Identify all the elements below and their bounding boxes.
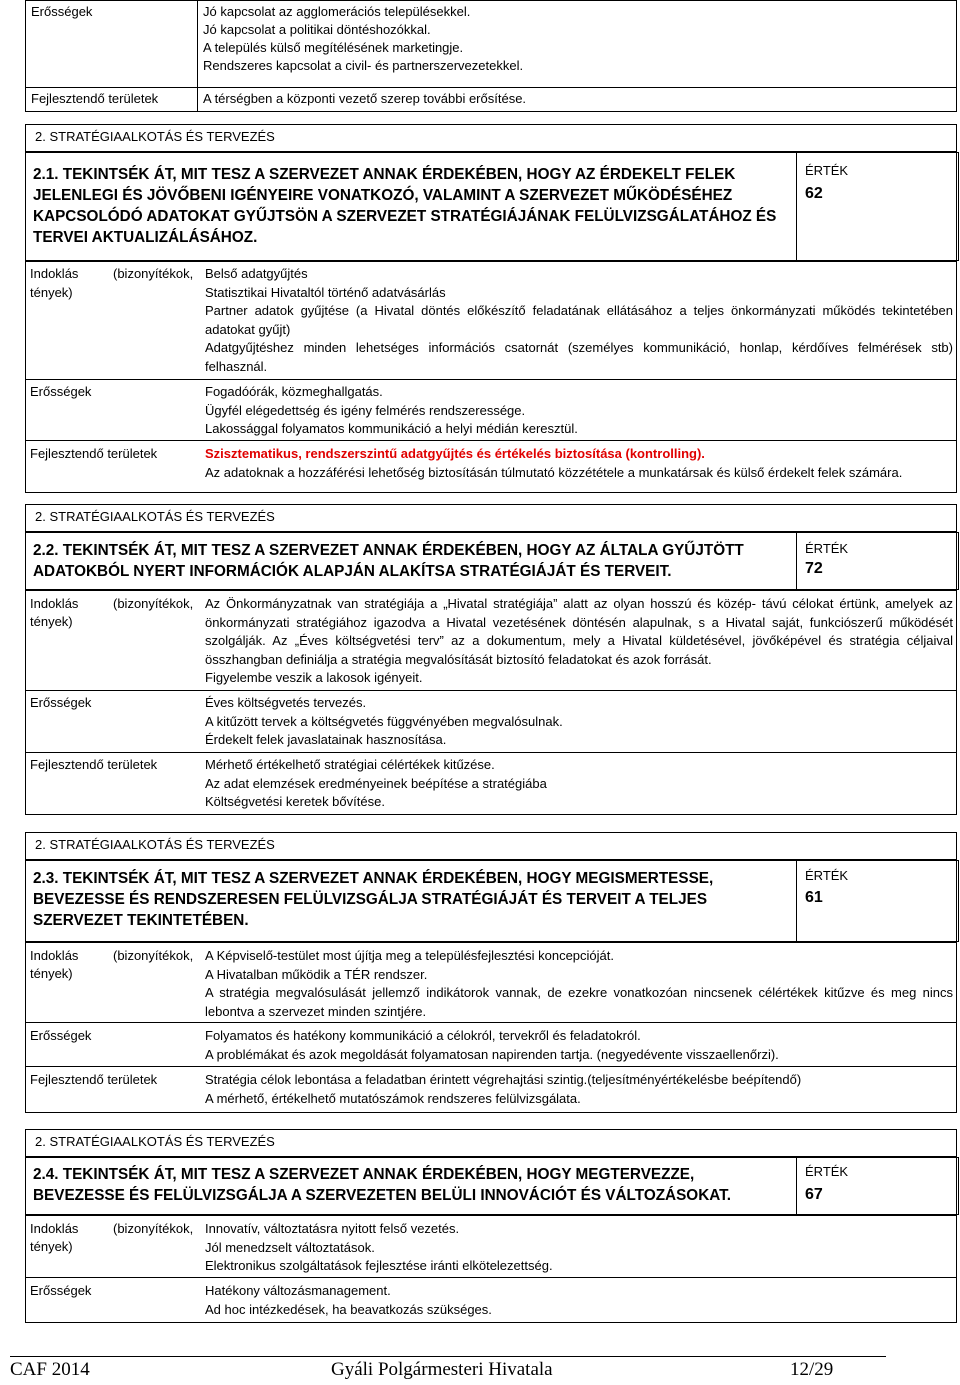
improve-item: Az adat elemzések eredményeinek beépítése a stratégiába	[205, 775, 547, 791]
strengths-label: Erősségek	[30, 1283, 92, 1298]
strengths-cell	[198, 1, 957, 88]
evidence-item: Az Önkormányzatnak van stratégiája a „Hivatal stratégiája” alatt az olyan hosszú és közép- távú célokat értünk, amelyek az önkormányzati stratégiához igazodva a Hivatal vezetésének döntésén alapulnak, s a Hivatal saját, funkciószerű működését szolgálják. Az „Éves költségvetési terv” az a dokumentum, mely a Hivatal küldetésével, jövőképével és stratégia céljaival összhangban definiálja a stratégia megvalósítását biztosító feladatokat és azok forrását.	[205, 596, 953, 667]
criterion-title: 2.2. TEKINTSÉK ÁT, MIT TESZ A SZERVEZET ANNAK ÉRDEKÉBEN, HOGY AZ ÁLTALA GYŰJTÖTT ADATOKBÓL NYERT INFORMÁCIÓK ALAPJÁN ALAKÍTSA STRATÉGIÁJÁT ÉS TERVEIT.	[33, 542, 744, 580]
strengths-label: Erősségek	[30, 1028, 92, 1043]
footer-rule	[10, 1356, 886, 1357]
criterion-title: 2.1. TEKINTSÉK ÁT, MIT TESZ A SZERVEZET ANNAK ÉRDEKÉBEN, HOGY AZ ÉRDEKELT FELEK JELENLEGI ÉS JÖVŐBENI IGÉNYEIRE VONATKOZÓ, VALAMINT A SZERVEZET MŰKÖDÉSÉHEZ KAPCSOLÓDÓ ADATOKAT GYŰJTSÖN A SZERVEZET STRATÉGIÁJÁNAK FELÜLVIZSGÁLATÁHOZ ÉS TERVEI AKTUALIZÁLÁSÁHOZ.	[33, 166, 777, 246]
value-number: 61	[805, 889, 823, 906]
improve-item: A mérhető, értékelhető mutatószámok rendszeres felülvizsgálata.	[205, 1090, 581, 1106]
improve-list	[205, 756, 953, 812]
value-label: ÉRTÉK	[805, 163, 849, 178]
section-header: 2. STRATÉGIAALKOTÁS ÉS TERVEZÉS	[25, 504, 957, 532]
strength-item: A település külső megítélésének marketingje.	[203, 40, 464, 55]
evidence-label-c: tények)	[30, 1239, 73, 1254]
evidence-label-b: (bizonyítékok,	[113, 1221, 194, 1236]
strength-item: Érdekelt felek javaslatainak hasznosítása.	[205, 732, 447, 748]
top-table	[25, 0, 957, 112]
value-number: 62	[805, 185, 823, 202]
evidence-item: A Hivatalban működik a TÉR rendszer.	[205, 966, 428, 982]
evidence-label: Indoklás	[30, 266, 79, 281]
strength-item: Ad hoc intézkedések, ha beavatkozás szükséges.	[205, 1301, 492, 1317]
value-number: 67	[805, 1186, 823, 1203]
evidence-list	[205, 595, 953, 688]
evidence-item: Adatgyűjtéshez minden lehetséges információs csatornát (személyes kommunikáció, honlap, kérdőíves felmérések stb) felhasznál.	[205, 340, 953, 374]
section-header: 2. STRATÉGIAALKOTÁS ÉS TERVEZÉS	[25, 832, 957, 860]
improve-list	[205, 1071, 953, 1108]
evidence-list	[205, 947, 953, 1021]
improve-item: A térségben a központi vezető szerep további erősítése.	[203, 91, 527, 106]
evidence-label-b: (bizonyítékok,	[113, 266, 194, 281]
footer-page-number: 12/29	[790, 1359, 834, 1380]
strengths-list	[205, 383, 953, 439]
improve-item: Szisztematikus, rendszerszintű adatgyűjtés és értékelés biztosítása (kontrolling).	[205, 446, 705, 461]
improve-label: Fejlesztendő területek	[30, 757, 158, 772]
strengths-label: Erősségek	[26, 1, 198, 88]
evidence-item: A Képviselő-testület most újítja meg a településfejlesztési koncepcióját.	[205, 948, 614, 963]
improve-label: Fejlesztendő területek	[26, 88, 198, 112]
value-label: ÉRTÉK	[805, 1164, 849, 1179]
evidence-label-b: (bizonyítékok,	[113, 596, 194, 611]
evidence-item: A stratégia megvalósulását jellemző indikátorok vannak, de ezekre vonatkozóan nincsenek célértékek kitűzve és meg nincs lebontva a szervezet minden szintjére.	[205, 985, 953, 1019]
strength-item: Fogadóórák, közmeghallgatás.	[205, 384, 383, 399]
improve-label: Fejlesztendő területek	[30, 446, 158, 461]
value-label: ÉRTÉK	[805, 541, 849, 556]
value-label: ÉRTÉK	[805, 868, 849, 883]
strengths-label: Erősségek	[30, 695, 92, 710]
strengths-list	[205, 1027, 953, 1064]
evidence-item: Elektronikus szolgáltatások fejlesztése iránti elkötelezettség.	[205, 1258, 553, 1274]
evidence-item: Belső adatgyűjtés	[205, 266, 308, 281]
evidence-item: Jól menedzselt változtatások.	[205, 1239, 375, 1255]
improve-cell	[198, 88, 957, 112]
strength-item: A kitűzött tervek a költségvetés függvényében megvalósulnak.	[205, 713, 563, 729]
strength-item: Lakossággal folyamatos kommunikáció a helyi médián keresztül.	[205, 421, 578, 437]
footer-left: CAF 2014	[10, 1359, 90, 1380]
improve-label: Fejlesztendő területek	[30, 1072, 158, 1087]
strengths-list	[205, 694, 953, 750]
evidence-item: Statisztikai Hivataltól történő adatvásárlás	[205, 284, 446, 300]
evidence-label: Indoklás	[30, 596, 79, 611]
evidence-item: Figyelembe veszik a lakosok igényeit.	[205, 670, 423, 686]
strength-item: Jó kapcsolat az agglomerációs településekkel.	[203, 4, 471, 19]
strength-item: Ügyfél elégedettség és igény felmérés rendszeressége.	[205, 402, 526, 418]
improve-item: Stratégia célok lebontása a feladatban érintett végrehajtási szintig.(teljesítményértékelésbe beépítendő)	[205, 1072, 802, 1087]
strength-item: A problémákat és azok megoldását folyamatosan napirenden tartja. (negyedévente visszaellenőrzi).	[205, 1046, 779, 1062]
improve-list	[205, 445, 953, 482]
criterion-title: 2.4. TEKINTSÉK ÁT, MIT TESZ A SZERVEZET ANNAK ÉRDEKÉBEN, HOGY MEGTERVEZZE, BEVEZESSE ÉS FELÜLVIZSGÁLJA A SZERVEZETEN BELÜLI INNOVÁCIÓT ÉS VÁLTOZÁSOKAT.	[33, 1166, 732, 1204]
evidence-label-b: (bizonyítékok,	[113, 948, 194, 963]
improve-item: Mérhető értékelhető stratégiai célértékek kitűzése.	[205, 757, 495, 772]
evidence-item: Partner adatok gyűjtése (a Hivatal döntés előkészítő feladatának ellátásához a teljes önkormányzati működés tekintetében adatokat gyűjt)	[205, 303, 953, 337]
improve-item: Az adatoknak a hozzáférési lehetőség biztosításán túlmutató közzététele a munkatársak és külső érdekelt felek számára.	[205, 464, 903, 480]
strength-item: Folyamatos és hatékony kommunikáció a célokról, tervekről és feladatokról.	[205, 1028, 641, 1043]
evidence-list	[205, 1220, 953, 1276]
section-header: 2. STRATÉGIAALKOTÁS ÉS TERVEZÉS	[25, 124, 957, 152]
evidence-label: Indoklás	[30, 1221, 79, 1236]
criterion-title: 2.3. TEKINTSÉK ÁT, MIT TESZ A SZERVEZET ANNAK ÉRDEKÉBEN, HOGY MEGISMERTESSE, BEVEZESSE ÉS RENDSZERESEN FELÜLVIZSGÁLJA STRATÉGIÁJÁT ÉS TERVEIT A TELJES SZERVEZET TEKINTETÉBEN.	[33, 870, 714, 929]
evidence-label-c: tények)	[30, 285, 73, 300]
strength-item: Rendszeres kapcsolat a civil- és partnerszervezetekkel.	[203, 58, 524, 73]
strength-item: Éves költségvetés tervezés.	[205, 695, 367, 710]
evidence-label-c: tények)	[30, 966, 73, 981]
strengths-list	[205, 1282, 953, 1319]
footer-center: Gyáli Polgármesteri Hivatala	[331, 1359, 553, 1380]
improve-item: Költségvetési keretek bővítése.	[205, 794, 385, 810]
strengths-label: Erősségek	[30, 384, 92, 399]
value-number: 72	[805, 560, 823, 577]
section-header: 2. STRATÉGIAALKOTÁS ÉS TERVEZÉS	[25, 1129, 957, 1157]
evidence-label-c: tények)	[30, 614, 73, 629]
strength-item: Hatékony változásmanagement.	[205, 1283, 391, 1298]
evidence-label: Indoklás	[30, 948, 79, 963]
evidence-item: Innovatív, változtatásra nyitott felső vezetés.	[205, 1221, 460, 1236]
strength-item: Jó kapcsolat a politikai döntéshozókkal.	[203, 22, 431, 37]
evidence-list	[205, 265, 953, 377]
